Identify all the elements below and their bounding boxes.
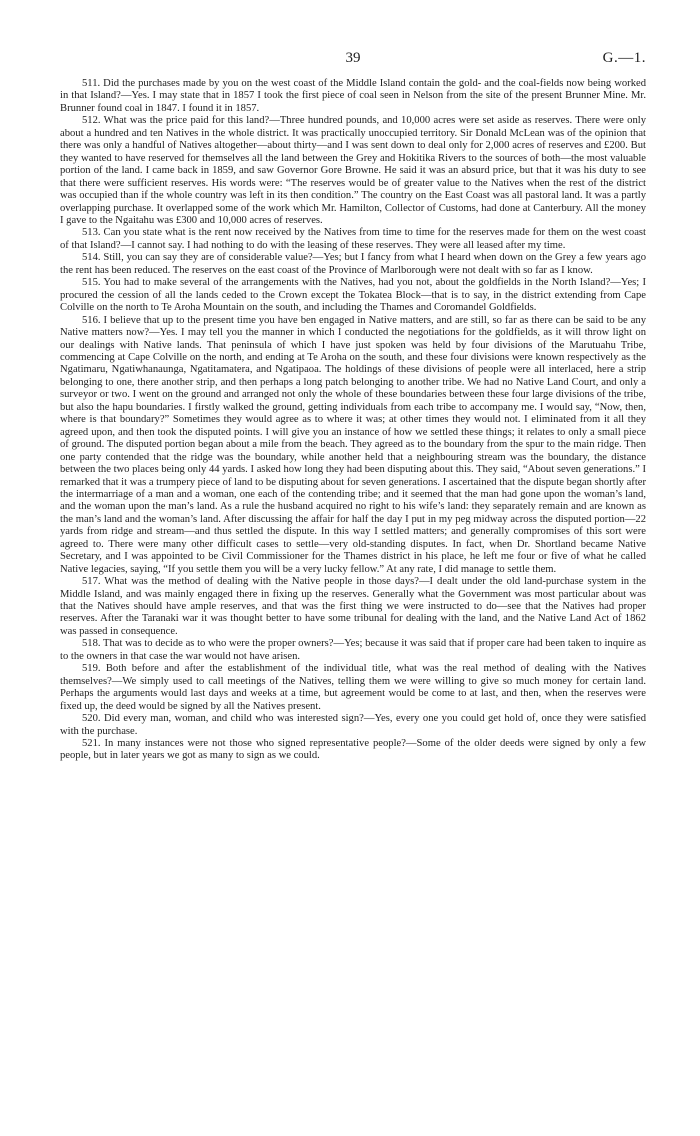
paragraph-519: 519. Both before and after the establishment of the individual title, what was the real method of dealing with the Natives themselves?—We simply used to call meetings of the Natives, telling them we were willing to give so much money for certain land. Perhaps the arguments would last days and weeks at a time, but agreement would be come to at last, and then, when the reserves were fixed up, the deed would be signed by all the Natives present. xyxy=(60,663,646,712)
paragraph-520: 520. Did every man, woman, and child who was interested sign?—Yes, every one you could get hold of, once they were satisfied with the purchase. xyxy=(60,713,646,737)
paragraph-514: 514. Still, you can say they are of considerable value?—Yes; but I fancy from what I heard when down on the Grey a few years ago the rent has been reduced. The reserves on the east coast of the Province of Marlborough were not dealt with so far as I know. xyxy=(60,252,646,276)
document-reference: G.—1. xyxy=(602,50,646,66)
paragraph-511: 511. Did the purchases made by you on the west coast of the Middle Island contain the gold- and the coal-fields now being worked in that Island?—Yes. I may state that in 1857 I took the first piece of coal seen in Nelson from the site of the present Brunner Mine. Mr. Brunner found coal in 1847. I found it in 1857. xyxy=(60,78,646,114)
paragraph-516: 516. I believe that up to the present time you have ben engaged in Native matters, and are still, so far as there can be said to be any Native matters now?—Yes. I may tell you the manner in which I conducted the negotiations for the goldfields, as it will throw light on our dealings with Native lands. That peninsula of which I have just spoken was held by four divisions of the Marutuahu Tribe, commencing at Cape Colville on the north, and ending at Te Aroha on the south, and these four divisions were known respectively as the Ngatimaru, Ngatiwhanaunga, Ngatitamatera, and Ngatipaoa. The holdings of these divisions of people were all interlaced, here a strip belonging to one, there another strip, and then perhaps a long patch belonging to another tribe. We had no Native Land Court, and only a surveyor or two. I went on the ground and arranged not only the whole of these boundaries between these four large divisions of the tribe, but also the hapu boundaries. I firstly walked the ground, getting individuals from each tribe to accompany me. I would say, “Now, then, where is that boundary?” Sometimes they would agree as to where it was; at other times they would not. I eliminated from it all they agreed upon, and then took the disputed points. I will give you an instance of how we settled these things; it relates to only a small piece of ground. The disputed portion began about a mile from the beach. They agreed as to the boundary from the spur to the main ridge. Then one party contended that the ridge was the boundary, while another held that a neighbouring stream was the boundary, the distance between the two places being only 44 yards. I asked how long they had been disputing about this. They said, “About seven generations.” I remarked that it was a trumpery piece of land to be disputing about for seven generations. I ascertained that the dispute began shortly after the intermarriage of a man and a woman, one each of the contending tribe; and it seemed that the man had gone upon the woman’s land, and the woman upon the man’s land. As a rule the husband acquired no right to his wife’s land: they separately remain and are known as the man’s land and the woman’s land. After discussing the affair for half the day I put in my peg midway across the disputed portion—22 yards from ridge and stream—and thus settled the dispute. In this way I settled matters; and generally compromises of this sort were agreed to. There were many other difficult cases to settle—very old-standing disputes. In fact, when Dr. Shortland became Native Secretary, and I was appointed to be Civil Commissioner for the Thames district in his place, he left me four or five of what he called Native legacies, saying, “If you settle them you will be a very lucky fellow.” At any rate, I did manage to settle them. xyxy=(60,314,646,575)
paragraph-513: 513. Can you state what is the rent now received by the Natives from time to time for the reserves made for them on the west coast of that Island?—I cannot say. I had nothing to do with the leasing of these reserves. They were all leased after my time. xyxy=(60,227,646,251)
paragraph-512: 512. What was the price paid for this land?—Three hundred pounds, and 10,000 acres were set aside as reserves. There were only about a hundred and ten Natives in the whole district. It was practically unoccupied territory. Sir Donald McLean was of the opinion that there was only a handful of Natives altogether—about thirty—and I was sent down to deal only for 2,000 acres of reserves and £200. But they wanted to have reserved for themselves all the land between the Grey and Hokitika Rivers to the sources of both—the most valuable portion of the land. I came back in 1859, and saw Governor Gore Browne. He said it was an absurd price, but that it was his duty to see that there were sufficient reserves. His words were: “The reserves would be of greater value to the Natives when the rest of the district was occupied than if the whole country was left in its then condition.” The country on the East Coast was all pastoral land. It was a partly overlapping purchase. It overlapped some of the work which Mr. Hamilton, Collector of Customs, had done at Canterbury. All the money I gave to the Ngaitahu was £300 and 10,000 acres of reserves. xyxy=(60,115,646,226)
page-number: 39 xyxy=(345,50,361,66)
paragraph-515: 515. You had to make several of the arrangements with the Natives, had you not, about the goldfields in the North Island?—Yes; I procured the cession of all the lands ceded to the Crown except the Tokatea Block—that is to say, in the district extending from Cape Colville on the north to Te Aroha Mountain on the south, and including the Thames and Coromandel Goldfields. xyxy=(60,277,646,314)
body-text xyxy=(60,78,646,763)
paragraph-518: 518. That was to decide as to who were the proper owners?—Yes; because it was said that if proper care had been taken to inquire as to the owners in that case the war would not have arisen. xyxy=(60,638,646,662)
page-header xyxy=(60,44,646,74)
paragraph-521: 521. In many instances were not those who signed representative people?—Some of the older deeds were signed by only a few people, but in later years we got as many to sign as we could. xyxy=(60,738,646,762)
paragraph-517: 517. What was the method of dealing with the Native people in those days?—I dealt under the old land-purchase system in the Middle Island, and was mainly engaged there in fixing up the reserves. Generally what the Government was most particular about was that the Natives should have ample reserves, and that was the first thing we were instructed to do—see that the Natives had proper reserves. After the Taranaki war it was thought better to have some tribunal for dealing with the land, and the Native Land Act of 1862 was passed in consequence. xyxy=(60,576,646,637)
